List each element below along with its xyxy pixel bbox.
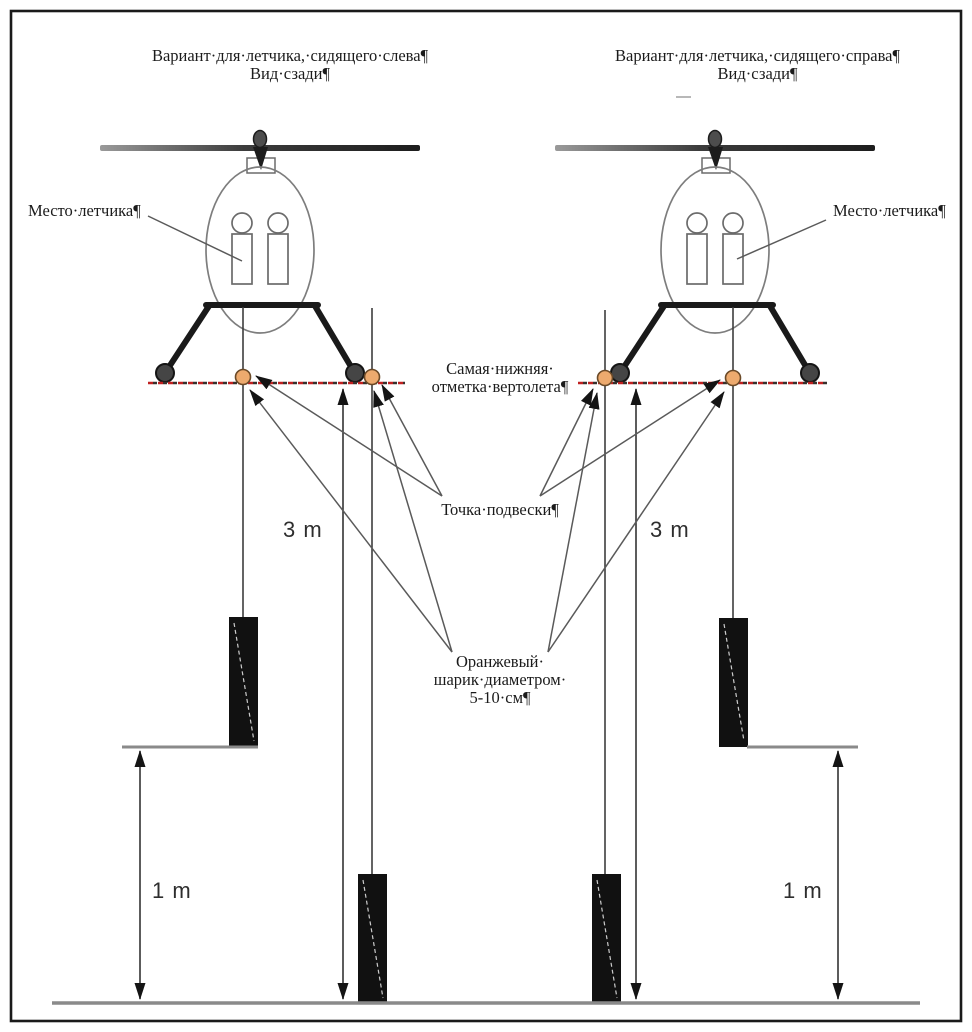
orange-ball-line2: шарик·диаметром· (433, 670, 567, 689)
landing-gear (622, 305, 808, 370)
orange-ball-label (415, 653, 585, 707)
leader-suspension-to-ball (382, 385, 442, 496)
pilot-figure-right (723, 213, 743, 284)
leader-pilot-seat-left (148, 216, 242, 261)
leader-pilot-seat-right (737, 220, 826, 259)
panel-title-left-line2: Вид·сзади¶ (249, 64, 330, 83)
weight-right-ground (592, 874, 621, 1004)
panel-title-right-line1: Вариант·для·летчика,·сидящего·справа¶ (615, 46, 900, 65)
rotor-hub (709, 131, 722, 148)
weight-left-elevated (229, 617, 258, 747)
weight-right-elevated (719, 618, 748, 747)
fuselage-outline (661, 167, 769, 333)
leader-orange-to-ball (250, 390, 452, 652)
pilot-figure-left (232, 213, 252, 284)
dim-label-3m-right: 3 m (650, 517, 690, 542)
orange-ball (365, 370, 380, 385)
helicopter-right (555, 131, 875, 383)
leader-orange-to-ball (374, 391, 452, 652)
weight-left-ground (358, 874, 387, 1004)
skid-foot-right (346, 364, 364, 382)
dim-label-3m-left: 3 m (283, 517, 323, 542)
skid-foot-left (156, 364, 174, 382)
lowest-mark-line2: отметка·вертолета¶ (431, 377, 569, 396)
orange-ball-line3: 5-10·см¶ (469, 688, 531, 707)
panel-title-left-line1: Вариант·для·летчика,·сидящего·слева¶ (151, 46, 429, 65)
orange-ball (598, 371, 613, 386)
pilot-figure-right (268, 213, 288, 284)
pilot-figure-left (687, 213, 707, 284)
orange-ball (236, 370, 251, 385)
orange-ball-line1: Оранжевый· (455, 652, 545, 671)
dim-label-1m-left: 1 m (152, 878, 192, 903)
landing-gear (167, 305, 353, 370)
panel-title-left (110, 47, 470, 83)
panel-title-right-line2: Вид·сзади¶ (717, 64, 798, 83)
pilot-seat-label-left: Место·летчика¶ (28, 201, 141, 220)
rotor-hub (254, 131, 267, 148)
orange-ball (726, 371, 741, 386)
leader-suspension-to-ball (540, 389, 593, 496)
lowest-mark-label (415, 360, 585, 396)
dim-label-1m-right: 1 m (783, 878, 823, 903)
lowest-mark-line1: Самая·нижняя· (446, 359, 554, 378)
panel-title-right (575, 47, 940, 83)
fuselage-outline (206, 167, 314, 333)
skid-foot-right (801, 364, 819, 382)
suspension-point-label: Точка·подвески¶ (441, 500, 559, 519)
skid-foot-left (611, 364, 629, 382)
pilot-seat-label-right: Место·летчика¶ (833, 201, 946, 220)
